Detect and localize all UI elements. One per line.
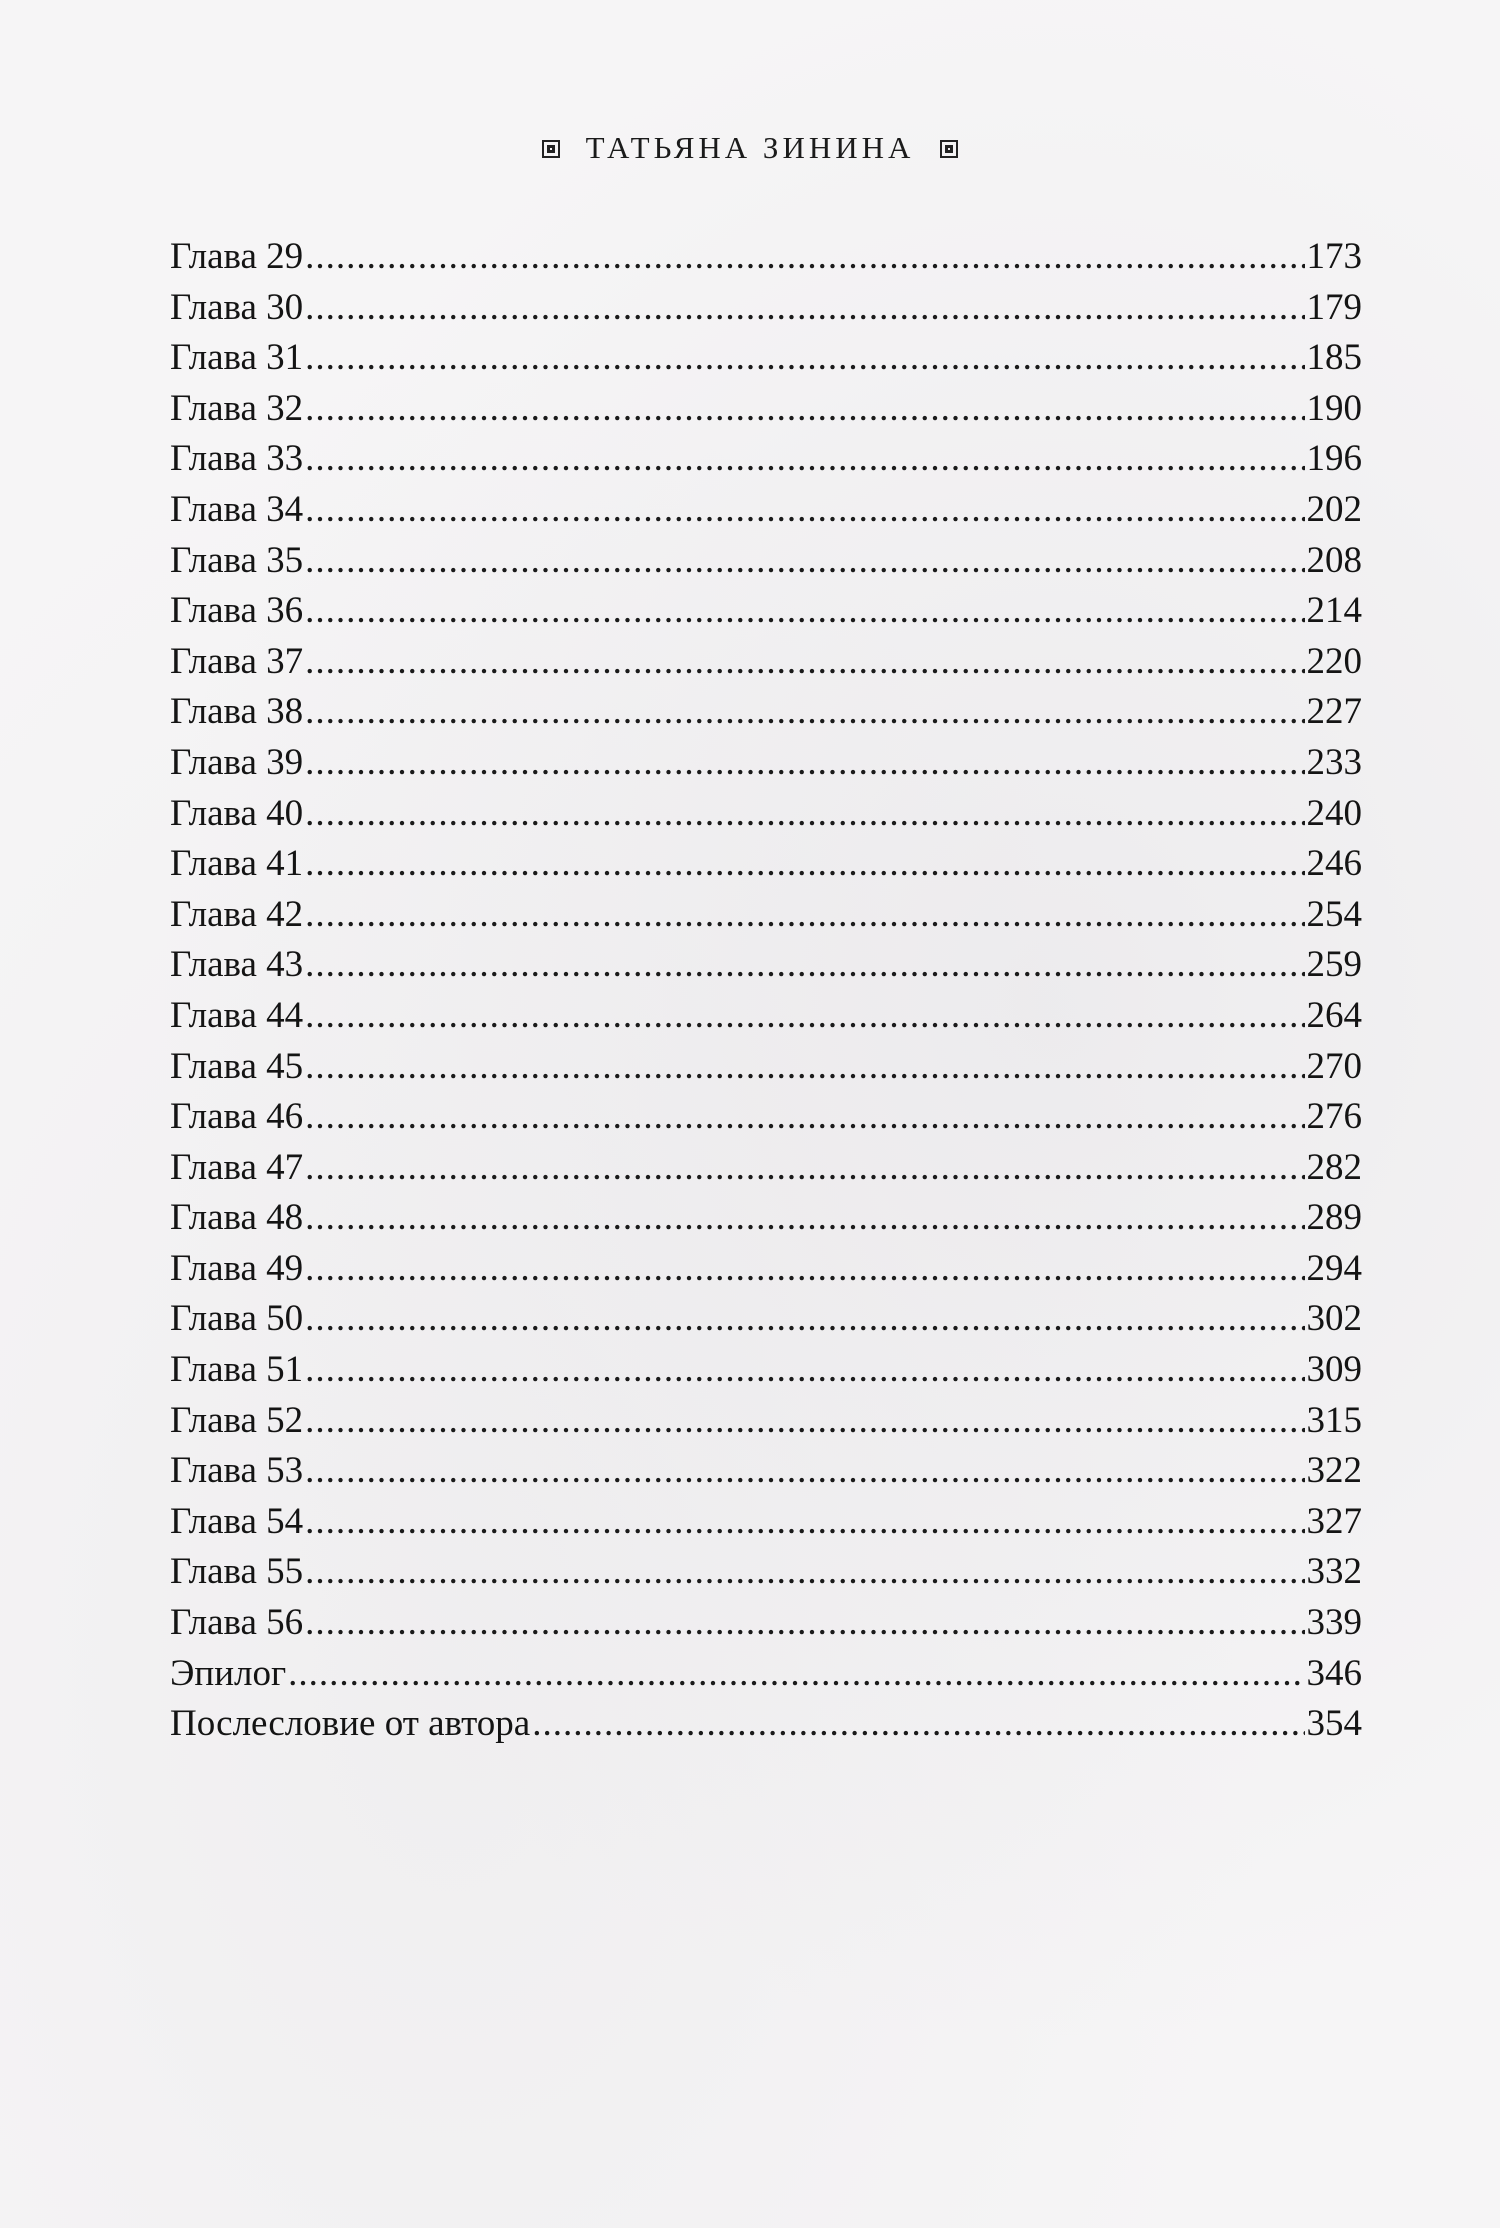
author-name: ТАТЬЯНА ЗИНИНА (585, 130, 915, 165)
toc-entry-page: 214 (1306, 590, 1362, 632)
toc-entry-label: Глава 50 (170, 1298, 304, 1340)
toc-entry-label: Глава 43 (170, 944, 304, 986)
toc-dot-leader (532, 1699, 1304, 1750)
toc-entry-page: 259 (1306, 944, 1362, 986)
toc-entry-page: 346 (1306, 1652, 1362, 1694)
toc-dot-leader (305, 1547, 1304, 1598)
toc-entry-label: Глава 44 (170, 994, 304, 1036)
toc-entry (170, 384, 1362, 435)
toc-entry (170, 283, 1362, 334)
toc-entry-label: Глава 38 (170, 691, 304, 733)
toc-entry-page: 179 (1306, 286, 1362, 328)
toc-entry-page: 264 (1306, 994, 1362, 1036)
toc-entry-page: 354 (1306, 1703, 1362, 1745)
toc-entry-page: 173 (1306, 236, 1362, 277)
toc-entry-page: 289 (1306, 1197, 1362, 1239)
toc-entry (170, 1092, 1362, 1143)
toc-entry-page: 240 (1306, 792, 1362, 834)
toc-entry-page: 202 (1306, 488, 1362, 530)
toc-entry-label: Глава 37 (170, 640, 304, 682)
toc-dot-leader (305, 1092, 1304, 1143)
ornament-icon-right (940, 140, 958, 158)
toc-entry-page: 309 (1306, 1349, 1362, 1391)
toc-entry-label: Послесловие от автора (170, 1703, 531, 1745)
toc-entry (170, 1143, 1362, 1194)
toc-entry-label: Глава 40 (170, 792, 304, 834)
toc-dot-leader (305, 333, 1304, 384)
toc-dot-leader (305, 1345, 1304, 1396)
toc-entry (170, 485, 1362, 536)
toc-entry-page: 302 (1306, 1298, 1362, 1340)
toc-entry-page: 315 (1306, 1399, 1362, 1441)
toc-entry (170, 1244, 1362, 1295)
toc-entry-page: 233 (1306, 741, 1362, 783)
toc-dot-leader (305, 991, 1304, 1042)
toc-dot-leader (305, 232, 1304, 283)
toc-entry-page: 327 (1306, 1500, 1362, 1542)
toc-entry-label: Глава 51 (170, 1349, 304, 1391)
toc-entry (170, 1345, 1362, 1396)
toc-entry-label: Глава 39 (170, 741, 304, 783)
toc-entry-label: Глава 30 (170, 286, 304, 328)
toc-entry (170, 586, 1362, 637)
toc-entry-page: 339 (1306, 1602, 1362, 1644)
toc-dot-leader (305, 1042, 1304, 1093)
toc-entry-label: Эпилог (170, 1652, 287, 1694)
toc-entry-label: Глава 49 (170, 1247, 304, 1289)
toc-entry-page: 294 (1306, 1247, 1362, 1289)
toc-dot-leader (305, 839, 1304, 890)
table-of-contents (170, 232, 1362, 1750)
toc-entry (170, 940, 1362, 991)
toc-entry-page: 276 (1306, 1096, 1362, 1138)
toc-entry (170, 1598, 1362, 1649)
toc-entry (170, 1446, 1362, 1497)
toc-dot-leader (305, 586, 1304, 637)
toc-dot-leader (305, 1193, 1304, 1244)
toc-entry-page: 227 (1306, 691, 1362, 733)
toc-dot-leader (305, 637, 1304, 688)
toc-entry-label: Глава 31 (170, 337, 304, 379)
toc-dot-leader (305, 434, 1304, 485)
toc-entry-label: Глава 33 (170, 438, 304, 480)
toc-dot-leader (288, 1649, 1304, 1700)
toc-dot-leader (305, 384, 1304, 435)
toc-dot-leader (305, 536, 1304, 587)
toc-dot-leader (305, 1294, 1304, 1345)
toc-entry-label: Глава 29 (170, 236, 304, 277)
toc-entry (170, 1294, 1362, 1345)
toc-dot-leader (305, 789, 1304, 840)
toc-entry (170, 991, 1362, 1042)
toc-dot-leader (305, 1244, 1304, 1295)
toc-entry-page: 220 (1306, 640, 1362, 682)
toc-entry-page: 246 (1306, 843, 1362, 885)
toc-entry (170, 1396, 1362, 1447)
toc-entry (170, 890, 1362, 941)
toc-entry-label: Глава 53 (170, 1450, 304, 1492)
toc-entry-label: Глава 45 (170, 1045, 304, 1087)
toc-dot-leader (305, 1497, 1304, 1548)
toc-entry (170, 687, 1362, 738)
toc-entry (170, 1042, 1362, 1093)
toc-entry-page: 282 (1306, 1146, 1362, 1188)
toc-entry (170, 536, 1362, 587)
toc-entry-label: Глава 42 (170, 893, 304, 935)
toc-entry-label: Глава 35 (170, 539, 304, 581)
toc-entry-page: 190 (1306, 387, 1362, 429)
toc-entry (170, 789, 1362, 840)
toc-entry (170, 738, 1362, 789)
toc-dot-leader (305, 485, 1304, 536)
toc-dot-leader (305, 1143, 1304, 1194)
toc-entry-label: Глава 32 (170, 387, 304, 429)
toc-dot-leader (305, 940, 1304, 991)
toc-entry-label: Глава 47 (170, 1146, 304, 1188)
toc-entry-page: 208 (1306, 539, 1362, 581)
toc-entry (170, 434, 1362, 485)
toc-entry (170, 839, 1362, 890)
toc-entry-page: 185 (1306, 337, 1362, 379)
toc-entry-page: 196 (1306, 438, 1362, 480)
toc-dot-leader (305, 738, 1304, 789)
toc-entry-label: Глава 34 (170, 488, 304, 530)
toc-entry (170, 1497, 1362, 1548)
toc-entry-page: 332 (1306, 1551, 1362, 1593)
toc-dot-leader (305, 1446, 1304, 1497)
toc-entry-label: Глава 36 (170, 590, 304, 632)
toc-entry (170, 1649, 1362, 1700)
toc-entry-page: 322 (1306, 1450, 1362, 1492)
toc-entry-label: Глава 48 (170, 1197, 304, 1239)
toc-dot-leader (305, 283, 1304, 334)
toc-entry (170, 1699, 1362, 1750)
toc-dot-leader (305, 687, 1304, 738)
toc-dot-leader (305, 1598, 1304, 1649)
toc-entry-label: Глава 52 (170, 1399, 304, 1441)
toc-dot-leader (305, 890, 1304, 941)
toc-entry-label: Глава 55 (170, 1551, 304, 1593)
toc-entry (170, 637, 1362, 688)
toc-entry (170, 333, 1362, 384)
toc-entry-label: Глава 54 (170, 1500, 304, 1542)
toc-entry-page: 254 (1306, 893, 1362, 935)
toc-entry-label: Глава 41 (170, 843, 304, 885)
ornament-icon-left (542, 140, 560, 158)
toc-entry (170, 232, 1362, 283)
running-header (0, 130, 1500, 166)
toc-entry-page: 270 (1306, 1045, 1362, 1087)
toc-entry-label: Глава 56 (170, 1602, 304, 1644)
toc-entry-label: Глава 46 (170, 1096, 304, 1138)
toc-entry (170, 1193, 1362, 1244)
toc-entry (170, 1547, 1362, 1598)
toc-dot-leader (305, 1396, 1304, 1447)
